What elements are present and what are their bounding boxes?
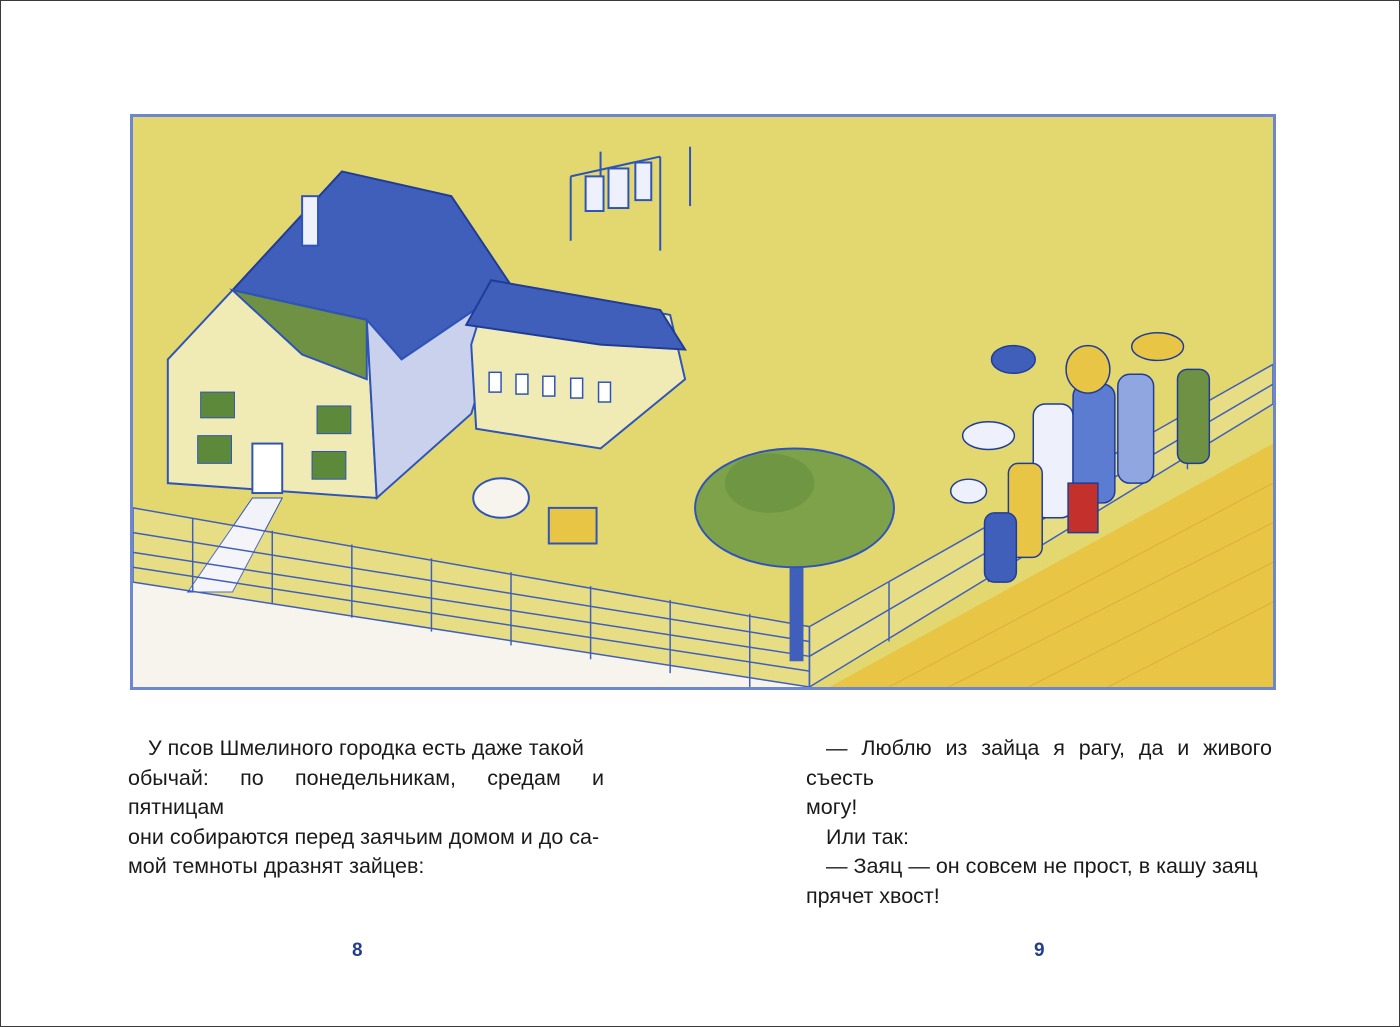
playpen (549, 508, 597, 544)
page-number-right: 9 (1034, 940, 1045, 961)
cradle (473, 478, 529, 518)
narration-line: Или так: (826, 824, 909, 849)
dialogue-line: — Заяц — он совсем не прост, в кашу заяц (826, 854, 1258, 878)
dialogue-line: прячет хвост! (806, 883, 940, 908)
illustration-drawing (133, 117, 1273, 687)
text-line: они собираются перед заячьим домом и до са- (128, 824, 600, 849)
text-line: мой темноты дразнят зайцев: (128, 854, 425, 878)
text-line: обычай: по понедельникам, средам и пятницам (128, 765, 604, 819)
text-line: У псов Шмелиного городка есть даже такой (148, 736, 584, 760)
left-page-text (128, 734, 604, 882)
right-page-text (806, 734, 1272, 911)
page-number-left: 8 (352, 940, 363, 961)
dialogue-line: — Люблю из зайца я рагу, да и живого съесть (806, 736, 1272, 790)
illustration (130, 114, 1276, 690)
dialogue-line: могу! (806, 795, 858, 819)
